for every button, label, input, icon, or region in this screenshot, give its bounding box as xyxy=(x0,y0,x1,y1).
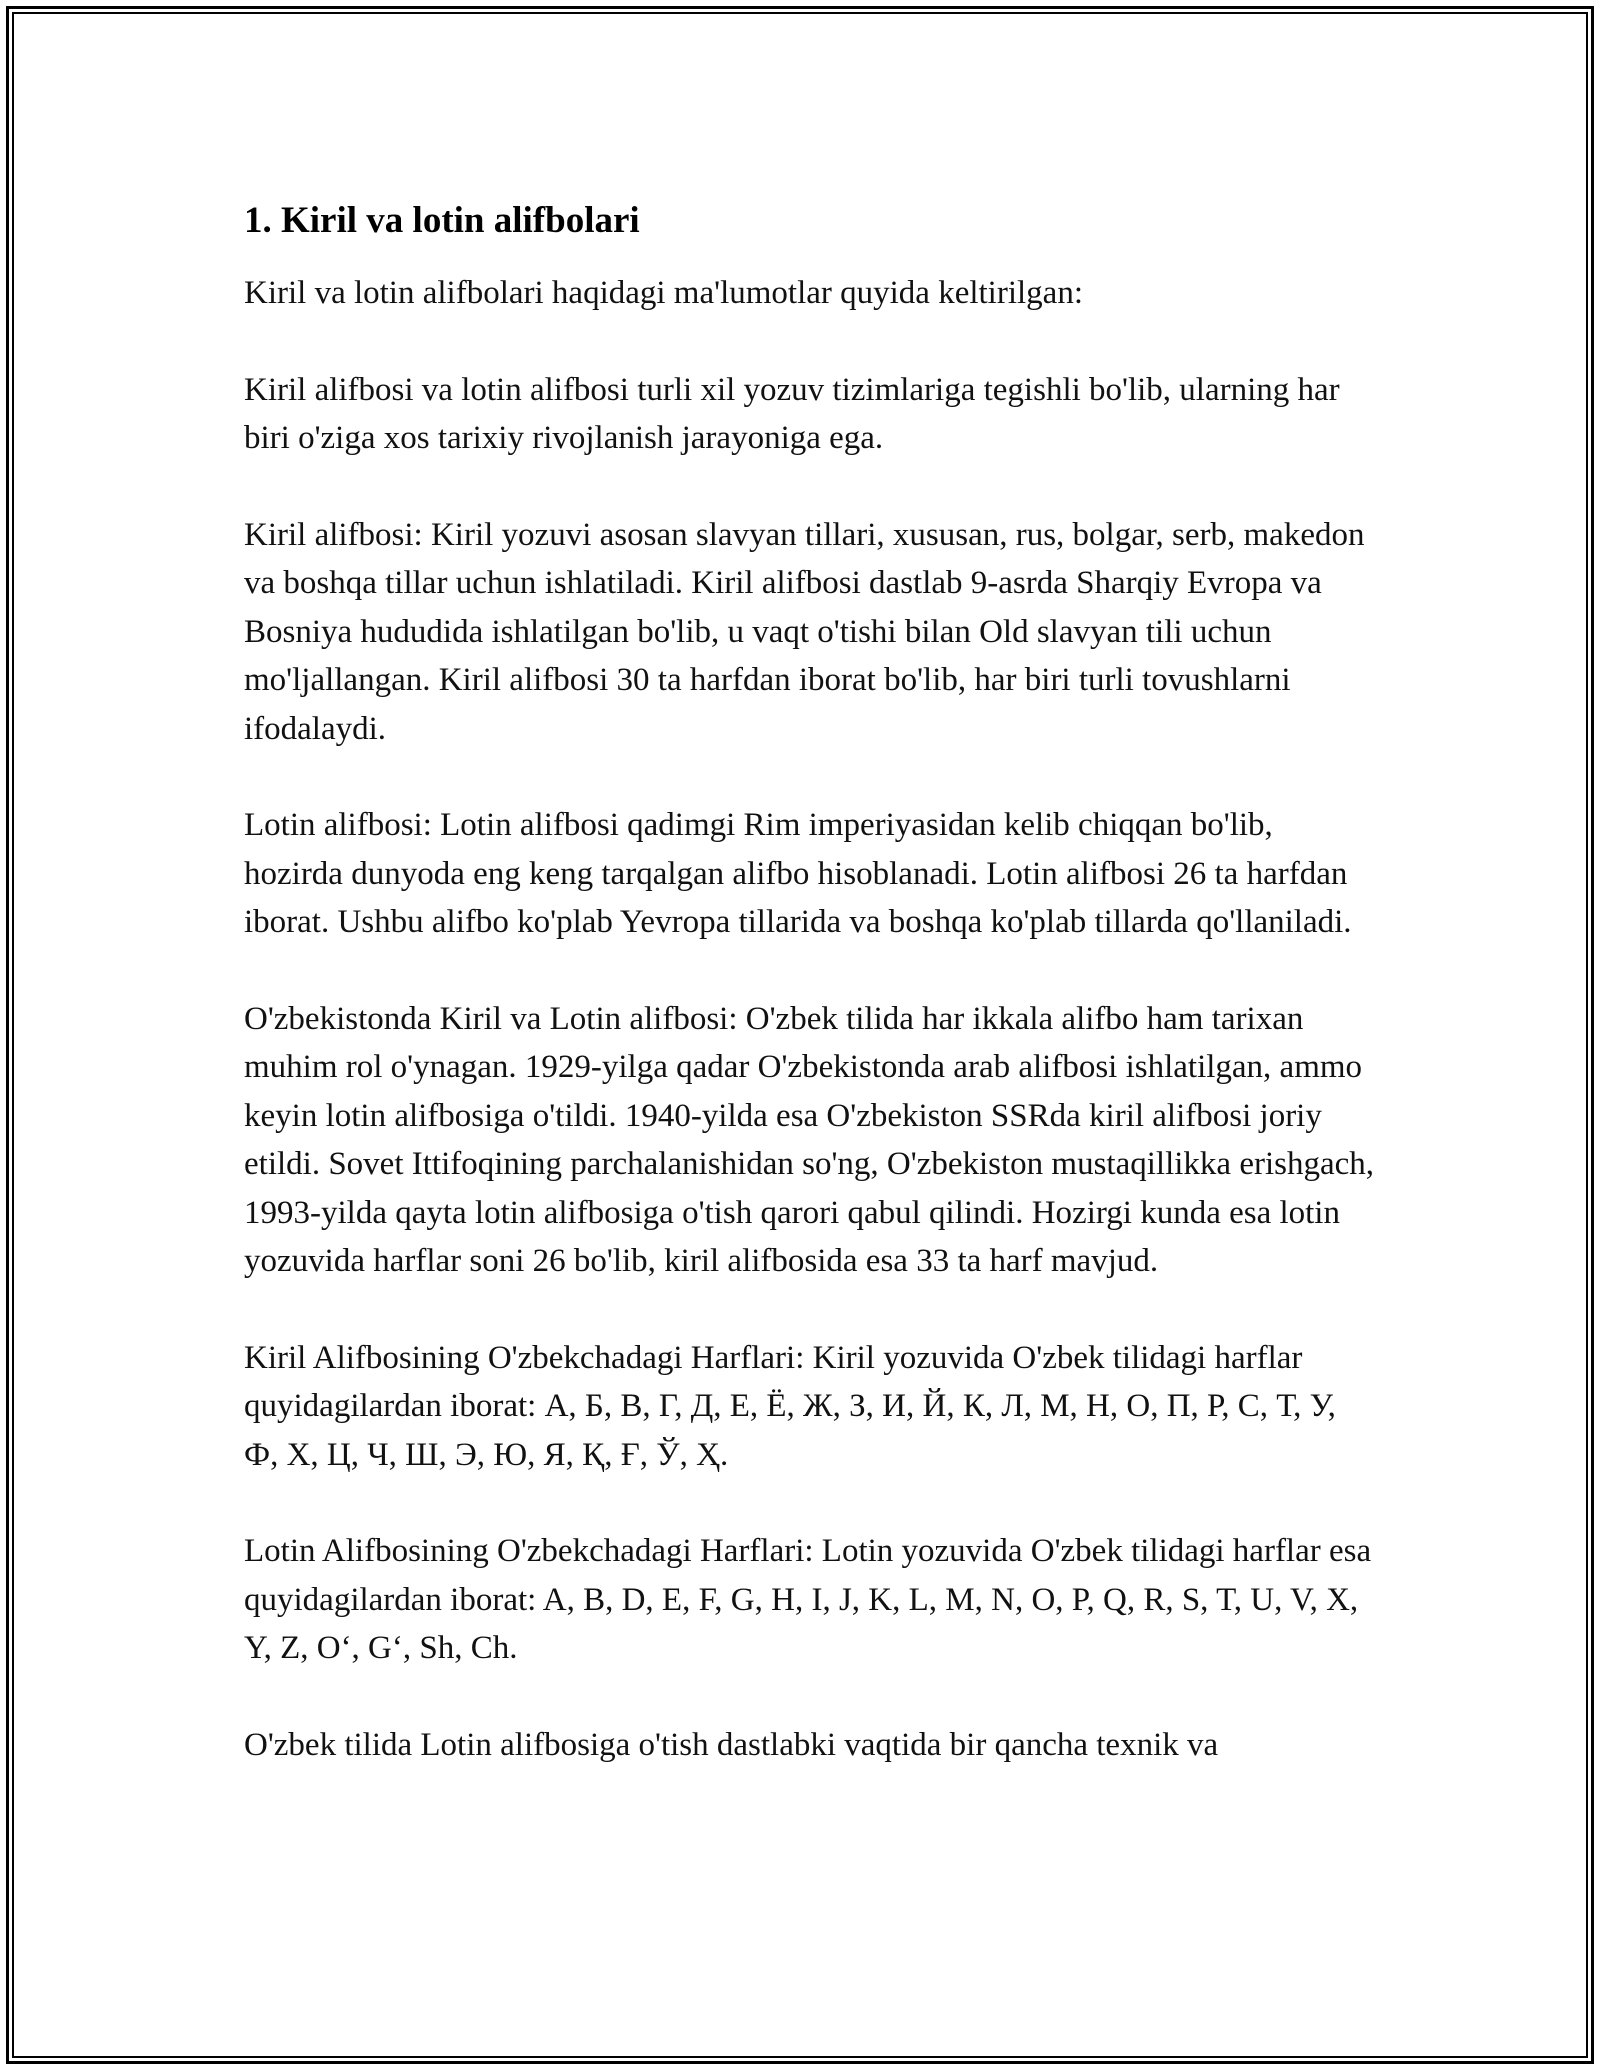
page-frame xyxy=(6,6,1594,2064)
paragraph-cyrillic: Kiril alifbosi: Kiril yozuvi asosan slavyan tillari, xususan, rus, bolgar, serb, makedon va boshqa tillar uchun ishlatiladi. Kiril alifbosi dastlab 9-asrda Sharqiy Evropa va Bosniya hududida ishlatilgan bo'lib, u vaqt o'tishi bilan Old slavyan tili uchun mo'ljallangan. Kiril alifbosi 30 ta harfdan iborat bo'lib, har biri turli tovushlarni ifodalaydi. xyxy=(244,516,1365,747)
paragraph-latin: Lotin alifbosi: Lotin alifbosi qadimgi Rim imperiyasidan kelib chiqqan bo'lib, hozirda dunyoda eng keng tarqalgan alifbo hisoblanadi. Lotin alifbosi 26 ta harfdan iborat. Ushbu alifbo ko'plab Yevropa tillarida va boshqa ko'plab tillarda qo'llaniladi. xyxy=(244,807,1352,940)
document-body xyxy=(244,195,1374,1769)
paragraph-cyrillic-letters: Kiril Alifbosining O'zbekchadagi Harflari: Kiril yozuvida O'zbek tilidagi harflar quyidagilardan iborat: А, Б, В, Г, Д, Е, Ё, Ж, З, И, Й, К, Л, М, Н, О, П, Р, С, Т, У, Ф, Х, Ц, Ч, Ш, Э, Ю, Я, Қ, Ғ, Ў, Ҳ. xyxy=(244,1339,1336,1473)
paragraph-intro: Kiril va lotin alifbolari haqidagi ma'lumotlar quyida keltirilgan: xyxy=(244,275,1083,311)
paragraph-uzbekistan-history: O'zbekistonda Kiril va Lotin alifbosi: O'zbek tilida har ikkala alifbo ham tarixan muhim rol o'ynagan. 1929-yilga qadar O'zbekistonda arab alifbosi ishlatilgan, ammo keyin lotin alifbosiga o'tildi. 1940-yilda esa O'zbekiston SSRda kiril alifbosi joriy etildi. Sovet Ittifoqining parchalanishidan so'ng, O'zbekiston mustaqillikka erishgach, 1993-yilda qayta lotin alifbosiga o'tish qarori qabul qilindi. Hozirgi kunda esa lotin yozuvida harflar soni 26 bo'lib, kiril alifbosida esa 33 ta harf mavjud. xyxy=(244,1000,1375,1279)
paragraph-overview: Kiril alifbosi va lotin alifbosi turli xil yozuv tizimlariga tegishli bo'lib, ularning har biri o'ziga xos tarixiy rivojlanish jarayoniga ega. xyxy=(244,371,1340,456)
paragraph-latin-letters: Lotin Alifbosining O'zbekchadagi Harflari: Lotin yozuvida O'zbek tilidagi harflar esa quyidagilardan iborat: A, B, D, E, F, G, H, I, J, K, L, M, N, O, P, Q, R, S, T, U, V, X, Y, Z, O‘, G‘, Sh, Ch. xyxy=(244,1533,1372,1666)
paragraph-transition: O'zbek tilida Lotin alifbosiga o'tish dastlabki vaqtida bir qancha texnik va xyxy=(244,1726,1219,1763)
section-heading: 1. Kiril va lotin alifbolari xyxy=(244,200,640,241)
